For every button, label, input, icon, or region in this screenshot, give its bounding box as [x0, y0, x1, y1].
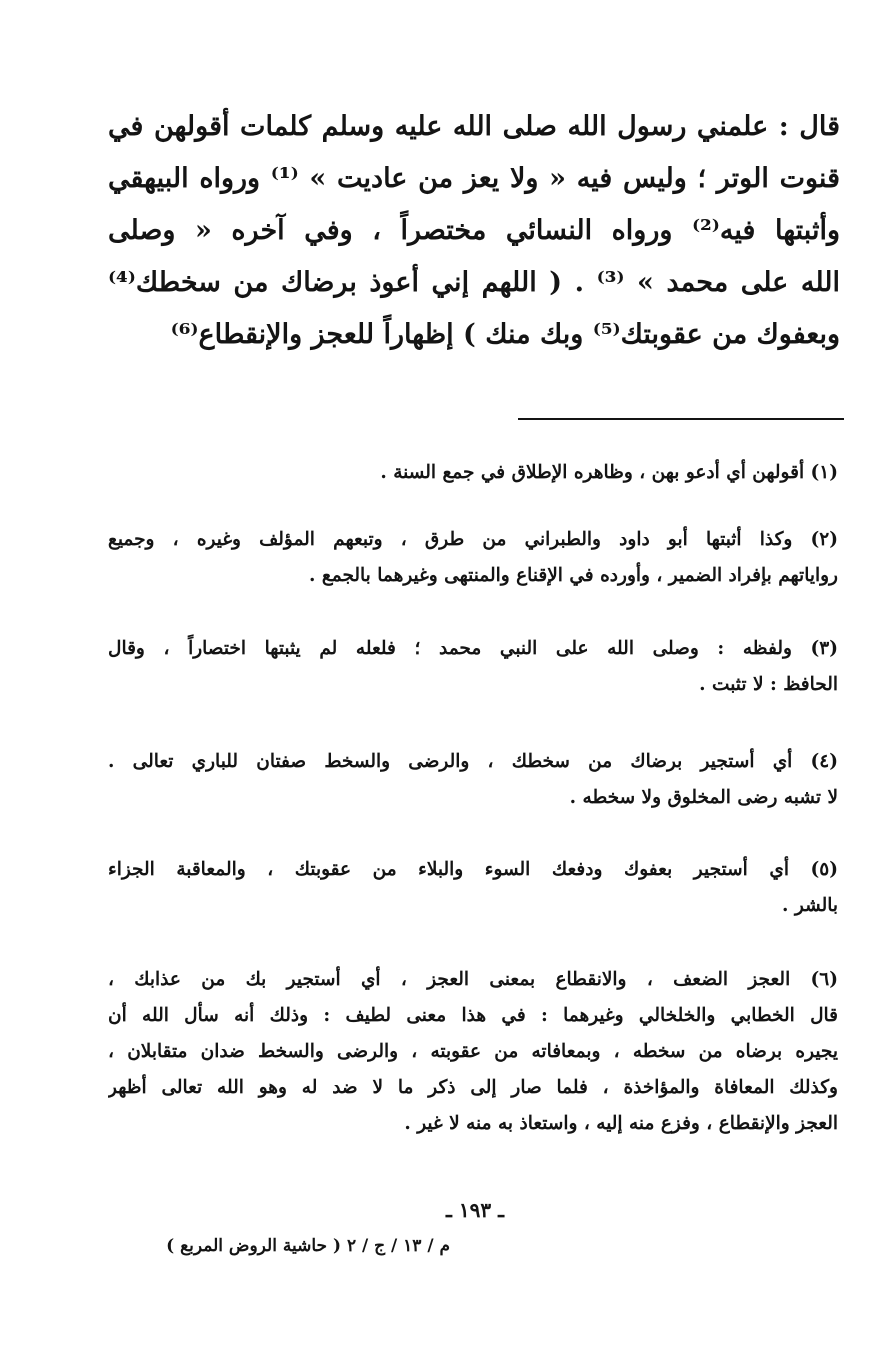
- main-text-line: قال : علمني رسول الله صلى الله عليه وسلم كلمات أقولهن في: [108, 111, 840, 142]
- footnote-line: (٦) العجز الضعف ، والانقطاع بمعنى العجز ، أي أستجير بك من عذابك ،: [108, 969, 838, 990]
- main-text-line: قنوت الوتر ؛ وليس فيه « ولا يعز من عاديت » ⁽¹⁾ ورواه البيهقي: [108, 163, 840, 194]
- main-text-block: [108, 101, 840, 361]
- footnote-line: (٢) وكذا أثبتها أبو داود والطبراني من طرق ، وتبعهم المؤلف وغيره ، وجميع: [108, 529, 838, 550]
- footnote-line: (٥) أي أستجير بعفوك ودفعك السوء والبلاء من عقوبتك ، والمعاقبة الجزاء: [108, 859, 838, 880]
- page-number: ـ ١٩٣ ـ: [446, 1198, 504, 1222]
- footnote-1: [108, 455, 838, 491]
- footnote-line: (١) أقولهن أي أدعو بهن ، وظاهره الإطلاق في جمع السنة .: [380, 462, 838, 483]
- footnote-line: (٤) أي أستجير برضاك من سخطك ، والرضى والسخط صفتان للباري تعالى .: [108, 751, 838, 772]
- main-text-line: وبعفوك من عقوبتك⁽⁵⁾ وبك منك ) إظهاراً للعجز والإنقطاع⁽⁶⁾: [170, 319, 840, 350]
- footnote-line: قال الخطابي والخلخالي وغيرهما : في هذا معنى لطيف : وذلك أنه سأل الله أن: [108, 1005, 838, 1026]
- footnote-line: لا تشبه رضى المخلوق ولا سخطه .: [569, 787, 838, 808]
- footnote-line: رواياتهم بإفراد الضمير ، وأورده في الإقناع والمنتهى وغيرهما بالجمع .: [309, 565, 838, 586]
- footnote-line: وكذلك المعافاة والمؤاخذة ، فلما صار إلى ذكر ما لا ضد له وهو الله تعالى أظهر: [108, 1077, 838, 1098]
- printer-signature: م / ١٣ / ج / ٢ ( حاشية الروض المربع ): [166, 1236, 450, 1256]
- footnote-3: [108, 631, 838, 703]
- footnote-5: [108, 852, 838, 924]
- footnote-line: الحافظ : لا تثبت .: [699, 674, 838, 695]
- footnote-6: [108, 962, 838, 1142]
- main-text-line: وأثبتها فيه⁽²⁾ ورواه النسائي مختصراً ، وفي آخره « وصلى: [108, 215, 840, 246]
- footnote-line: يجيره برضاه من سخطه ، وبمعافاته من عقوبته ، والرضى والسخط ضدان متقابلان ،: [108, 1041, 838, 1062]
- footnote-4: [108, 744, 838, 816]
- footnote-line: (٣) ولفظه : وصلى الله على النبي محمد ؛ فلعله لم يثبتها اختصاراً ، وقال: [108, 638, 838, 659]
- footnote-2: [108, 522, 838, 594]
- footnote-line: العجز والإنقطاع ، وفزع منه إليه ، واستعاذ به منه لا غير .: [404, 1113, 838, 1134]
- main-text-line: الله على محمد » ⁽³⁾ . ( اللهم إني أعوذ برضاك من سخطك⁽⁴⁾: [108, 267, 840, 298]
- footnote-divider: [518, 418, 844, 420]
- footnote-line: بالشر .: [781, 895, 838, 916]
